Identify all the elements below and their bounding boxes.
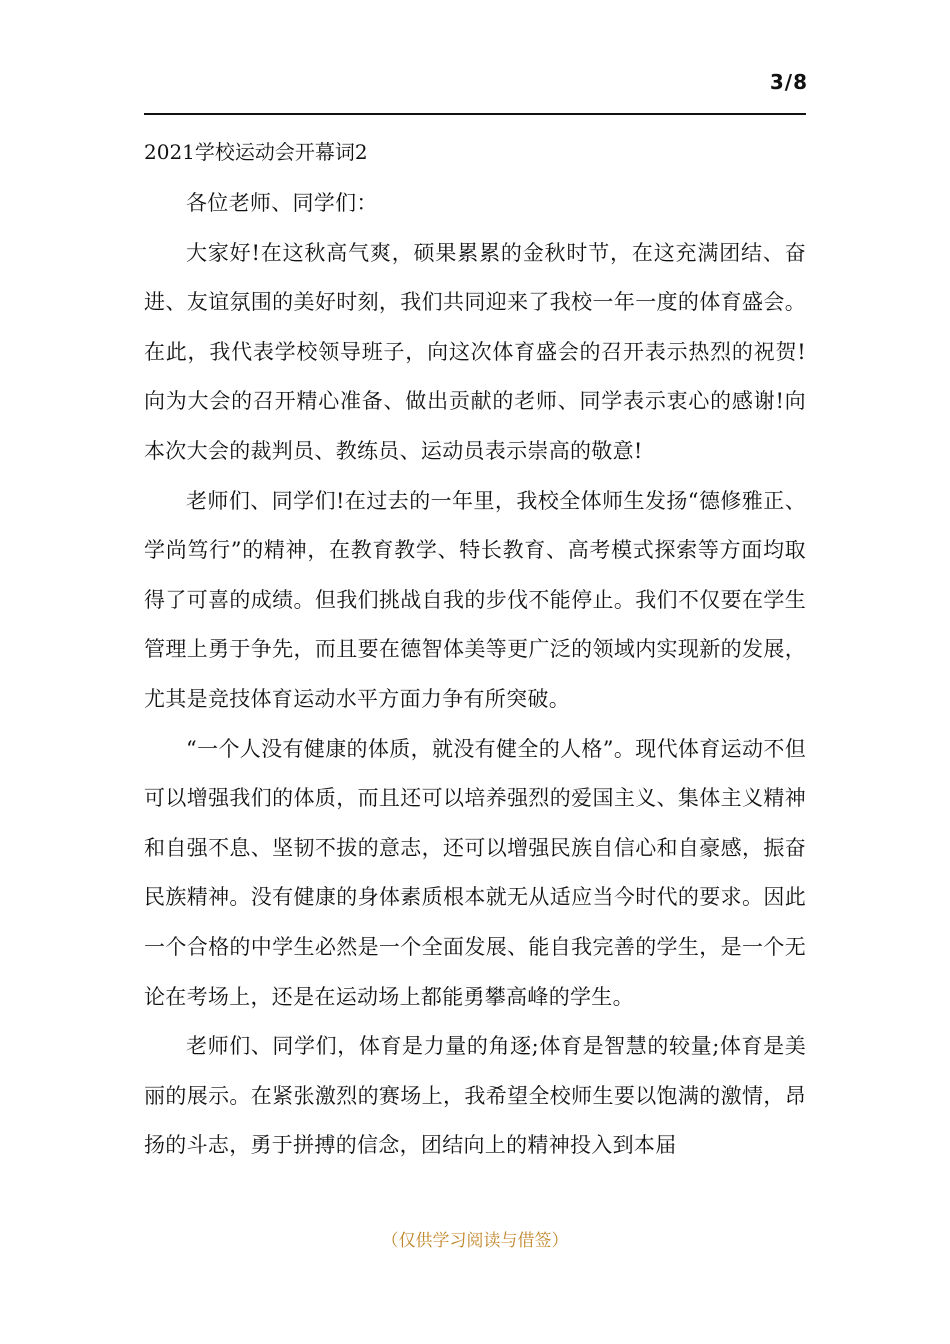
body-paragraph: 老师们、同学们，体育是力量的角逐;体育是智慧的较量;体育是美丽的展示。在紧张激烈的赛场上，我希望全校师生要以饱满的激情，昂扬的斗志，勇于拼搏的信念，团结向上的精神投入到本届	[144, 1034, 806, 1158]
header-divider	[144, 113, 806, 115]
body-paragraph: 老师们、同学们!在过去的一年里，我校全体师生发扬“德修雅正、学尚笃行”的精神，在教育教学、特长教育、高考模式探索等方面均取得了可喜的成绩。但我们挑战自我的步伐不能停止。我们不仅要在学生管理上勇于争先，而且要在德智体美等更广泛的领域内实现新的发展，尤其是竞技体育运动水平方面力争有所突破。	[144, 488, 806, 711]
body-paragraph: 大家好!在这秋高气爽，硕果累累的金秋时节，在这充满团结、奋进、友谊氛围的美好时刻，我们共同迎来了我校一年一度的体育盛会。在此，我代表学校领导班子，向这次体育盛会的召开表示热烈的祝贺!向为大会的召开精心准备、做出贡献的老师、同学表示衷心的感谢!向本次大会的裁判员、教练员、运动员表示崇高的敬意!	[144, 240, 806, 463]
footer-note: （仅供学习阅读与借签）	[381, 1231, 569, 1251]
document-title: 2021学校运动会开幕词2	[144, 140, 368, 164]
document-body	[144, 179, 806, 1171]
salutation-paragraph: 各位老师、同学们：	[186, 191, 378, 215]
page-number: 3/8	[769, 70, 808, 94]
body-paragraph: “一个人没有健康的体质，就没有健全的人格”。现代体育运动不但可以增强我们的体质，而且还可以培养强烈的爱国主义、集体主义精神和自强不息、坚韧不拔的意志，还可以增强民族自信心和自豪感，振奋民族精神。没有健康的身体素质根本就无从适应当今时代的要求。因此一个合格的中学生必然是一个全面发展、能自我完善的学生，是一个无论在考场上，还是在运动场上都能勇攀高峰的学生。	[144, 736, 806, 1009]
